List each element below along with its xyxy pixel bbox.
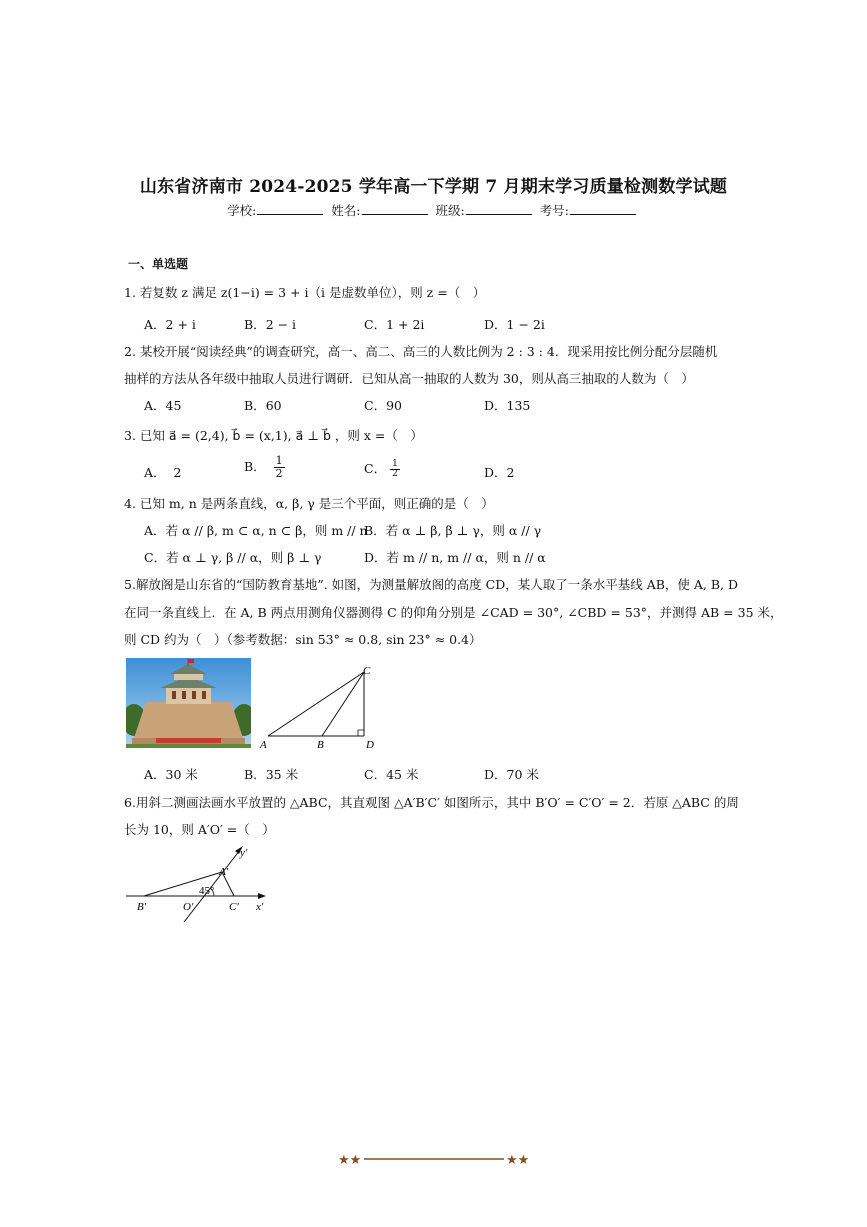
- option-letter: C．: [364, 767, 387, 782]
- option-text: 1 + 2i: [386, 317, 425, 332]
- question-number: 2.: [124, 344, 136, 359]
- question-5: [124, 575, 738, 593]
- label-y-prime: y′: [240, 847, 248, 859]
- question-6-line2: [124, 820, 275, 838]
- question-stem: 若复数 z 满足 z(1−i) = 3 + i（i 是虚数单位），则 z =（ ）: [139, 285, 486, 300]
- q3-option-d[interactable]: [484, 463, 514, 481]
- option-letter: D．: [364, 550, 387, 565]
- option-text: 135: [506, 398, 531, 413]
- option-letter: D．: [484, 398, 507, 413]
- footer-ornament: [338, 1151, 530, 1171]
- option-text: 45 米: [386, 767, 419, 782]
- left-stars-icon: ★★: [338, 1153, 362, 1167]
- q3-option-a[interactable]: [144, 463, 181, 481]
- option-letter: C．: [364, 398, 387, 413]
- q4-option-b[interactable]: [364, 521, 541, 539]
- q2-option-b[interactable]: [244, 396, 282, 414]
- option-text: 若 α ⊥ γ, β // α，则 β ⊥ γ: [166, 550, 322, 565]
- question-number: 5.: [124, 577, 136, 592]
- q4-option-c[interactable]: [144, 548, 322, 566]
- q5-option-b[interactable]: [244, 765, 298, 783]
- question-stem-line2: 在同一条直线上．在 A, B 两点用测角仪器测得 C 的仰角分别是 ∠CAD = 30°, ∠CBD = 53°，并测得 AB = 35 米，: [124, 605, 783, 620]
- option-letter: B．: [244, 317, 266, 332]
- question-2: [124, 342, 717, 360]
- liberation-pavilion-photo: [126, 658, 251, 748]
- q4-option-a[interactable]: [144, 521, 368, 539]
- option-letter: A．: [144, 767, 166, 782]
- school-blank[interactable]: [257, 202, 323, 215]
- option-text: 若 m // n, m // α，则 n // α: [386, 550, 546, 565]
- x-axis-arrow: [258, 893, 266, 899]
- footer-ornament-svg: [338, 1151, 530, 1167]
- option-letter: A．: [144, 317, 166, 332]
- q3-option-b[interactable]: [244, 455, 285, 480]
- question-stem-line1: 用斜二测画法画水平放置的 △ABC，其直观图 △A′B′C′ 如图所示，其中 B′O′ = C′O′ = 2．若原 △ABC 的周: [135, 795, 739, 810]
- option-text: 90: [386, 398, 402, 413]
- fraction-denominator: 2: [392, 469, 398, 479]
- option-letter: B．: [244, 767, 266, 782]
- section-heading: 一、单选题: [128, 257, 189, 271]
- line-bc: [322, 672, 364, 736]
- q1-option-a[interactable]: [144, 315, 196, 333]
- option-letter: A．: [144, 523, 166, 538]
- q5-option-c[interactable]: [364, 765, 418, 783]
- option-letter: B．: [364, 523, 386, 538]
- right-angle-mark: [358, 730, 364, 736]
- q2-option-d[interactable]: [484, 396, 530, 414]
- option-text: 30 米: [165, 767, 198, 782]
- number-blank[interactable]: [570, 202, 636, 215]
- option-text: 若 α // β, m ⊂ α, n ⊂ β，则 m // n: [165, 523, 368, 538]
- photo-svg: [126, 658, 251, 748]
- option-text: 70 米: [506, 767, 539, 782]
- option-letter: D．: [484, 767, 507, 782]
- option-text: 60: [265, 398, 282, 413]
- question-stem-line2: 抽样的方法从各年级中抽取人员进行调研．已知从高一抽取的人数为 30，则从高三抽取的人数为（ ）: [124, 371, 694, 386]
- info-number-label: 考号:: [539, 203, 569, 218]
- label-a: A: [260, 739, 267, 751]
- option-letter: D．: [484, 317, 507, 332]
- line-ac: [268, 672, 364, 736]
- option-text: 2: [506, 465, 515, 480]
- option-text: 2 + i: [165, 317, 196, 332]
- option-letter: A．: [144, 398, 166, 413]
- option-text: 45: [165, 398, 182, 413]
- option-letter: B．: [244, 398, 266, 413]
- label-45-degrees: 45°: [199, 885, 215, 897]
- question-5-line3: [124, 630, 482, 648]
- class-blank[interactable]: [466, 202, 532, 215]
- question-number: 3.: [124, 428, 136, 443]
- label-b-prime: B′: [137, 901, 147, 913]
- label-d: D: [366, 739, 374, 751]
- option-text: 35 米: [265, 767, 299, 782]
- option-letter: B．: [244, 459, 266, 474]
- question-number: 1.: [124, 285, 136, 300]
- q4-option-d[interactable]: [364, 548, 546, 566]
- info-class-label: 班级:: [435, 203, 465, 218]
- label-c: C: [363, 665, 371, 677]
- option-letter: C．: [364, 317, 387, 332]
- q2-option-a[interactable]: [144, 396, 181, 414]
- question-stem-line2: 长为 10，则 A′O′ =（ ）: [124, 822, 275, 837]
- q5-option-a[interactable]: [144, 765, 198, 783]
- label-x-prime: x′: [256, 901, 264, 913]
- question-4: [124, 494, 494, 512]
- label-a-prime: A′: [219, 866, 229, 878]
- label-o-prime: O′: [183, 901, 194, 913]
- label-c-prime: C′: [229, 901, 239, 913]
- question-stem: 已知 a⃗ = (2,4), b⃗ = (x,1), a⃗ ⊥ b⃗ ，则 x =（ ）: [139, 428, 423, 443]
- q1-option-c[interactable]: [364, 315, 424, 333]
- option-letter: C．: [144, 550, 167, 565]
- question-number: 6.: [124, 795, 136, 810]
- question-stem-line1: 某校开展“阅读经典”的调查研究，高一、高二、高三的人数比例为 2 : 3 : 4．现采用按比例分配分层随机: [139, 344, 718, 359]
- q2-option-c[interactable]: [364, 396, 402, 414]
- fraction-numerator: 1: [275, 454, 283, 467]
- fraction-denominator: 2: [275, 467, 283, 480]
- q5-triangle-figure: [256, 664, 376, 754]
- name-blank[interactable]: [362, 202, 428, 215]
- info-name-label: 姓名:: [331, 203, 361, 218]
- option-letter: C．: [364, 461, 387, 476]
- question-stem-line1: 解放阁是山东省的“国防教育基地”. 如图，为测量解放阁的高度 CD，某人取了一条水平基线 AB，使 A, B, D: [135, 577, 739, 592]
- option-text: 1 − 2i: [506, 317, 545, 332]
- question-2-continued: [124, 369, 694, 387]
- right-stars-icon: ★★: [506, 1153, 530, 1167]
- student-info-line: [0, 201, 867, 219]
- question-6: [124, 793, 739, 811]
- option-letter: D．: [484, 465, 507, 480]
- question-number: 4.: [124, 496, 136, 511]
- q3-option-c[interactable]: [364, 459, 400, 479]
- fraction: [274, 455, 285, 480]
- q1-option-b[interactable]: [244, 315, 296, 333]
- question-1: [124, 283, 485, 301]
- option-text: 若 α ⊥ β, β ⊥ γ，则 α // γ: [385, 523, 542, 538]
- question-3: [124, 426, 423, 444]
- fraction: [390, 460, 400, 479]
- option-text: 2 − i: [265, 317, 297, 332]
- page-title: 山东省济南市 2024-2025 学年高一下学期 7 月期末学习质量检测数学试题: [139, 177, 728, 197]
- info-school-label: 学校:: [227, 203, 257, 218]
- q6-oblique-figure: [122, 842, 272, 927]
- fraction-numerator: 1: [392, 459, 398, 469]
- question-stem: 已知 m, n 是两条直线，α, β, γ 是三个平面，则正确的是（ ）: [139, 496, 494, 511]
- question-5-line2: [124, 603, 783, 621]
- label-b: B: [317, 739, 324, 751]
- q1-option-d[interactable]: [484, 315, 545, 333]
- question-stem-line3: 则 CD 约为（ ）（参考数据：sin 53° ≈ 0.8, sin 23° ≈ 0.4）: [124, 632, 482, 647]
- q5-option-d[interactable]: [484, 765, 539, 783]
- option-text: 2: [173, 465, 182, 480]
- option-letter: A．: [144, 465, 166, 480]
